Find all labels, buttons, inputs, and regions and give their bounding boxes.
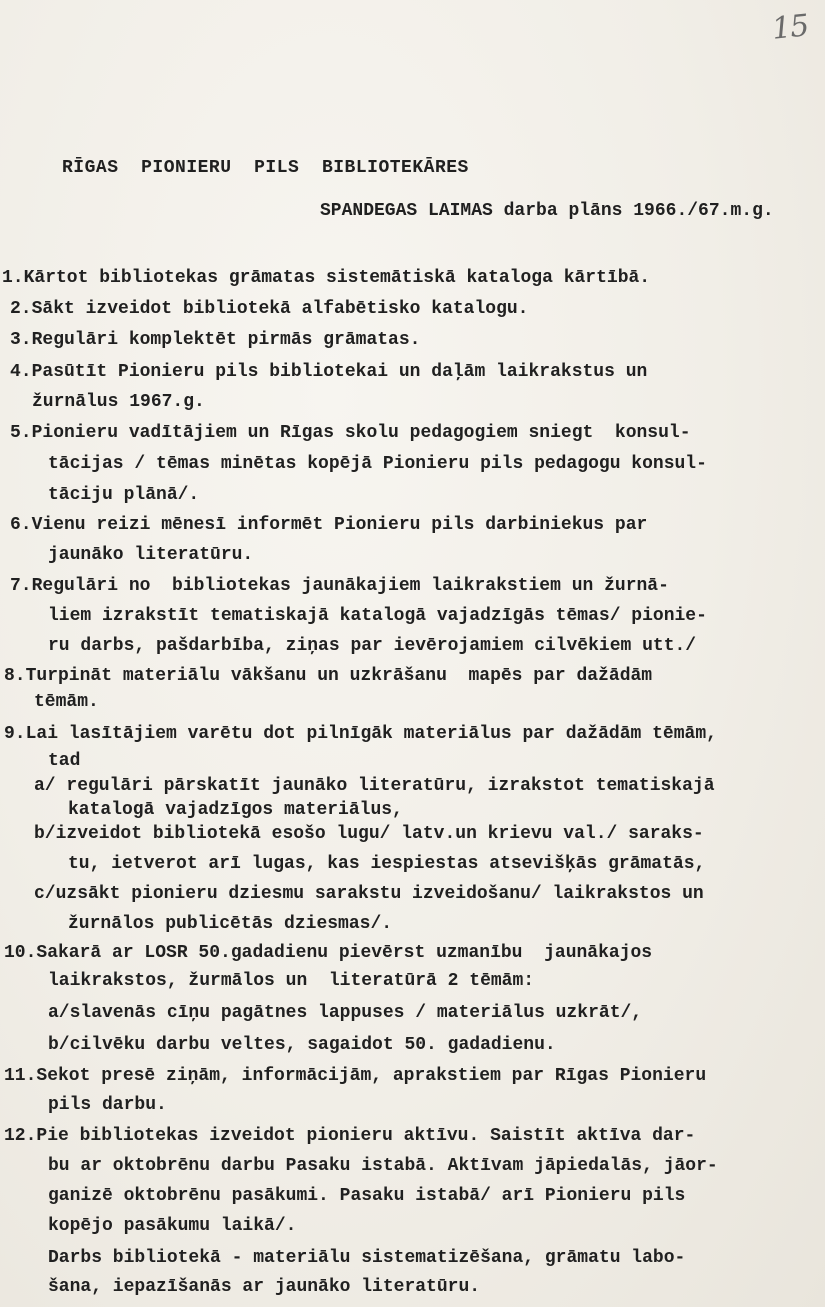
text-line: ganizē oktobrēnu pasākumi. Pasaku istabā/ arī Pionieru pils bbox=[48, 1186, 686, 1206]
text-line: 1.Kārtot bibliotekas grāmatas sistemātiskā kataloga kārtībā. bbox=[2, 268, 651, 288]
text-line: ru darbs, pašdarbība, ziņas par ievērojamiem cilvēkiem utt./ bbox=[48, 636, 697, 656]
page-number: 15 bbox=[770, 8, 810, 47]
text-line: 6.Vienu reizi mēnesī informēt Pionieru pils darbiniekus par bbox=[10, 515, 648, 535]
text-line: 9.Lai lasītājiem varētu dot pilnīgāk materiālus par dažādām tēmām, bbox=[4, 724, 717, 744]
text-line: c/uzsākt pionieru dziesmu sarakstu izveidošanu/ laikrakstos un bbox=[34, 884, 704, 904]
text-line: laikrakstos, žurmālos un literatūrā 2 tēmām: bbox=[48, 971, 535, 991]
text-line: liem izrakstīt tematiskajā katalogā vajadzīgās tēmas/ pionie- bbox=[48, 606, 707, 626]
text-line: tāciju plānā/. bbox=[48, 485, 200, 505]
text-line: pils darbu. bbox=[48, 1095, 167, 1115]
text-line: tācijas / tēmas minētas kopējā Pionieru pils pedagogu konsul- bbox=[48, 454, 707, 474]
text-line: katalogā vajadzīgos materiālus, bbox=[68, 800, 403, 820]
text-line: a/ regulāri pārskatīt jaunāko literatūru, izrakstot tematiskajā bbox=[34, 776, 715, 796]
text-line: 11.Sekot presē ziņām, informācijām, aprakstiem par Rīgas Pionieru bbox=[4, 1066, 707, 1086]
text-line: 5.Pionieru vadītājiem un Rīgas skolu pedagogiem sniegt konsul- bbox=[10, 423, 691, 443]
text-line: 10.Sakarā ar LOSR 50.gadadienu pievērst uzmanību jaunākajos bbox=[4, 943, 653, 963]
text-line: 2.Sākt izveidot bibliotekā alfabētisko katalogu. bbox=[10, 299, 529, 319]
text-line: 3.Regulāri komplektēt pirmās grāmatas. bbox=[10, 330, 421, 350]
text-line: 8.Turpināt materiālu vākšanu un uzkrāšanu mapēs par dažādām bbox=[4, 666, 653, 686]
text-line: tu, ietverot arī lugas, kas iespiestas atsevišķās grāmatās, bbox=[68, 854, 706, 874]
text-line: žurnālus 1967.g. bbox=[32, 392, 205, 412]
text-line: b/cilvēku darbu veltes, sagaidot 50. gadadienu. bbox=[48, 1035, 556, 1055]
text-line: 7.Regulāri no bibliotekas jaunākajiem laikrakstiem un žurnā- bbox=[10, 576, 669, 596]
text-line: kopējo pasākumu laikā/. bbox=[48, 1216, 297, 1236]
text-line: jaunāko literatūru. bbox=[48, 545, 254, 565]
text-line: bu ar oktobrēnu darbu Pasaku istabā. Aktīvam jāpiedalās, jāor- bbox=[48, 1156, 718, 1176]
document-title: RĪGAS PIONIERU PILS BIBLIOTEKĀRES bbox=[62, 158, 469, 178]
text-line: žurnālos publicētās dziesmas/. bbox=[68, 914, 393, 934]
text-line: 12.Pie bibliotekas izveidot pionieru aktīvu. Saistīt aktīva dar- bbox=[4, 1126, 696, 1146]
text-line: b/izveidot bibliotekā esošo lugu/ latv.un krievu val./ saraks- bbox=[34, 824, 704, 844]
text-line: a/slavenās cīņu pagātnes lappuses / materiālus uzkrāt/, bbox=[48, 1003, 643, 1023]
text-line: šana, iepazīšanās ar jaunāko literatūru. bbox=[48, 1277, 481, 1297]
text-line: tēmām. bbox=[34, 692, 99, 712]
document-subtitle: SPANDEGAS LAIMAS darba plāns 1966./67.m.g. bbox=[320, 201, 774, 221]
text-line: 4.Pasūtīt Pionieru pils bibliotekai un daļām laikrakstus un bbox=[10, 362, 648, 382]
text-line: tad bbox=[48, 751, 81, 771]
text-line: Darbs bibliotekā - materiālu sistematizēšana, grāmatu labo- bbox=[48, 1248, 686, 1268]
